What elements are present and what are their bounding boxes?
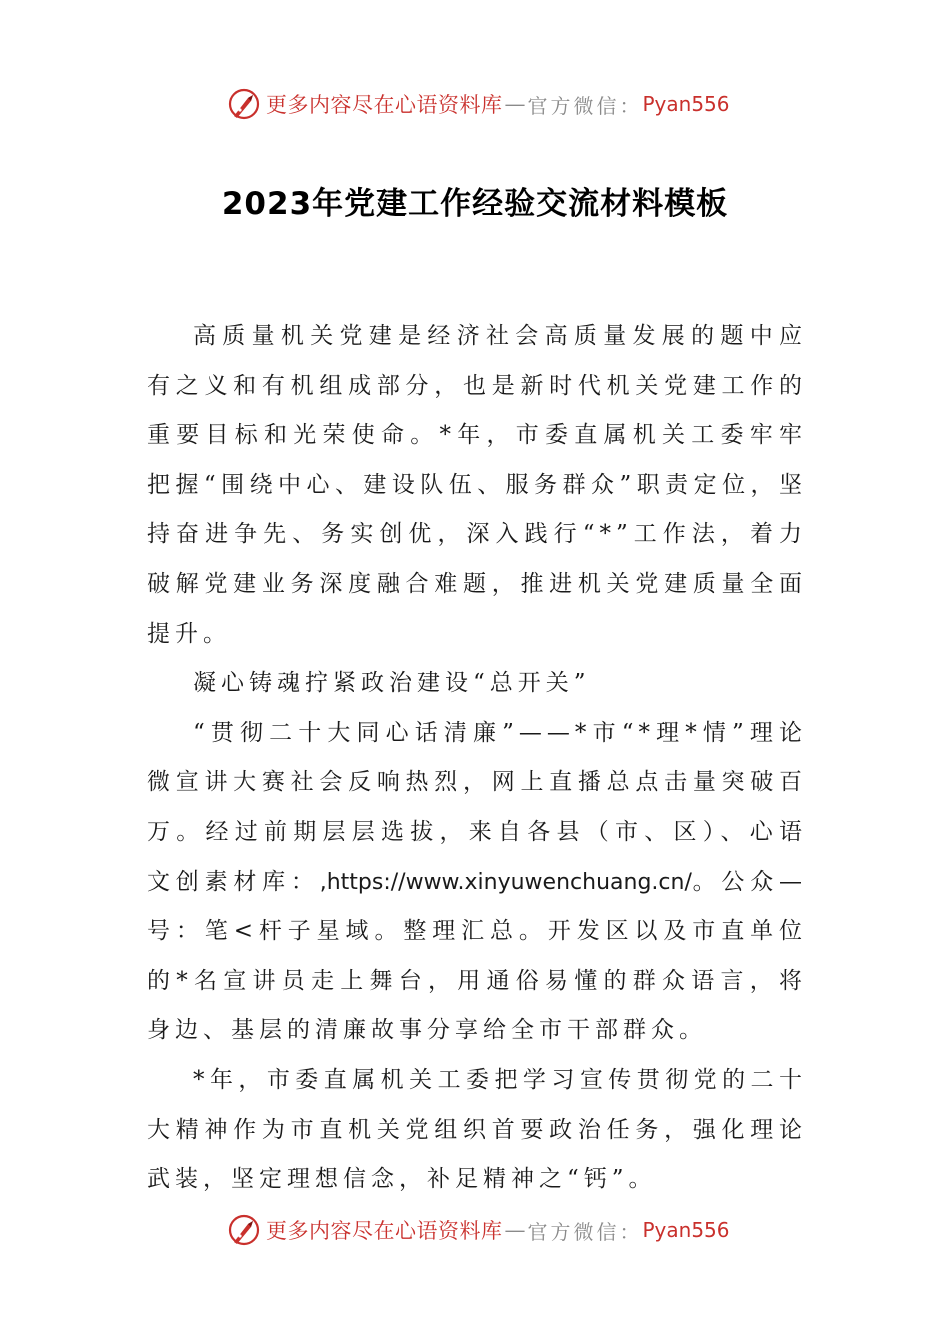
paragraph-text-part: “贯彻二十大同心话清廉”——*市“*理*情”理论微宣讲大赛社会反响热烈，网上直播总点击量突破百万。经过前期层层选拔，来自各县（市、区）、心语文创素材库：: [147, 719, 807, 895]
footer-banner[interactable]: [226, 1210, 730, 1250]
banner-main-text: 更多内容尽在心语资料库: [266, 1219, 503, 1243]
pen-nib-logo-icon: [226, 86, 262, 122]
banner-main-text: 更多内容尽在心语资料库: [266, 93, 503, 117]
paragraph-lecture-contest: [147, 709, 807, 1056]
document-title: 2023年党建工作经验交流材料模板: [221, 186, 729, 222]
paragraph-study-task: *年，市委直属机关工委把学习宣传贯彻党的二十大精神作为市直机关党组织首要政治任务，强化理论武装，坚定理想信念，补足精神之“钙”。: [147, 1066, 807, 1193]
header-banner[interactable]: [226, 84, 730, 124]
banner-separator: —: [504, 92, 526, 116]
pen-nib-logo-icon: [226, 1212, 262, 1248]
banner-wechat-id: Pyan556: [642, 92, 730, 116]
banner-separator: —: [504, 1218, 526, 1242]
paragraph-intro: 高质量机关党建是经济社会高质量发展的题中应有之义和有机组成部分，也是新时代机关党建工作的重要目标和光荣使命。*年，市委直属机关工委牢牢把握“围绕中心、建设队伍、服务群众”职责定位，坚持奋进争先、务实创优，深入践行“*”工作法，着力破解党建业务深度融合难题，推进机关党建质量全面提升。: [147, 323, 807, 647]
banner-sub-text: 官方微信：: [527, 1219, 643, 1244]
section-heading: 凝心铸魂拧紧政治建设“总开关”: [193, 670, 591, 697]
banner-sub-text: 官方微信：: [527, 93, 643, 118]
paragraph-text-part: 。公众—号：笔<杆子星域。整理汇总。开发区以及市直单位的*名宣讲员走上舞台，用通俗易懂的群众语言，将身边、基层的清廉故事分享给全市干部群众。: [147, 868, 808, 1044]
website-link[interactable]: ,https://www.xinyuwenchuang.cn/: [319, 869, 692, 895]
document-body: [147, 312, 807, 1205]
banner-wechat-id: Pyan556: [642, 1218, 730, 1242]
